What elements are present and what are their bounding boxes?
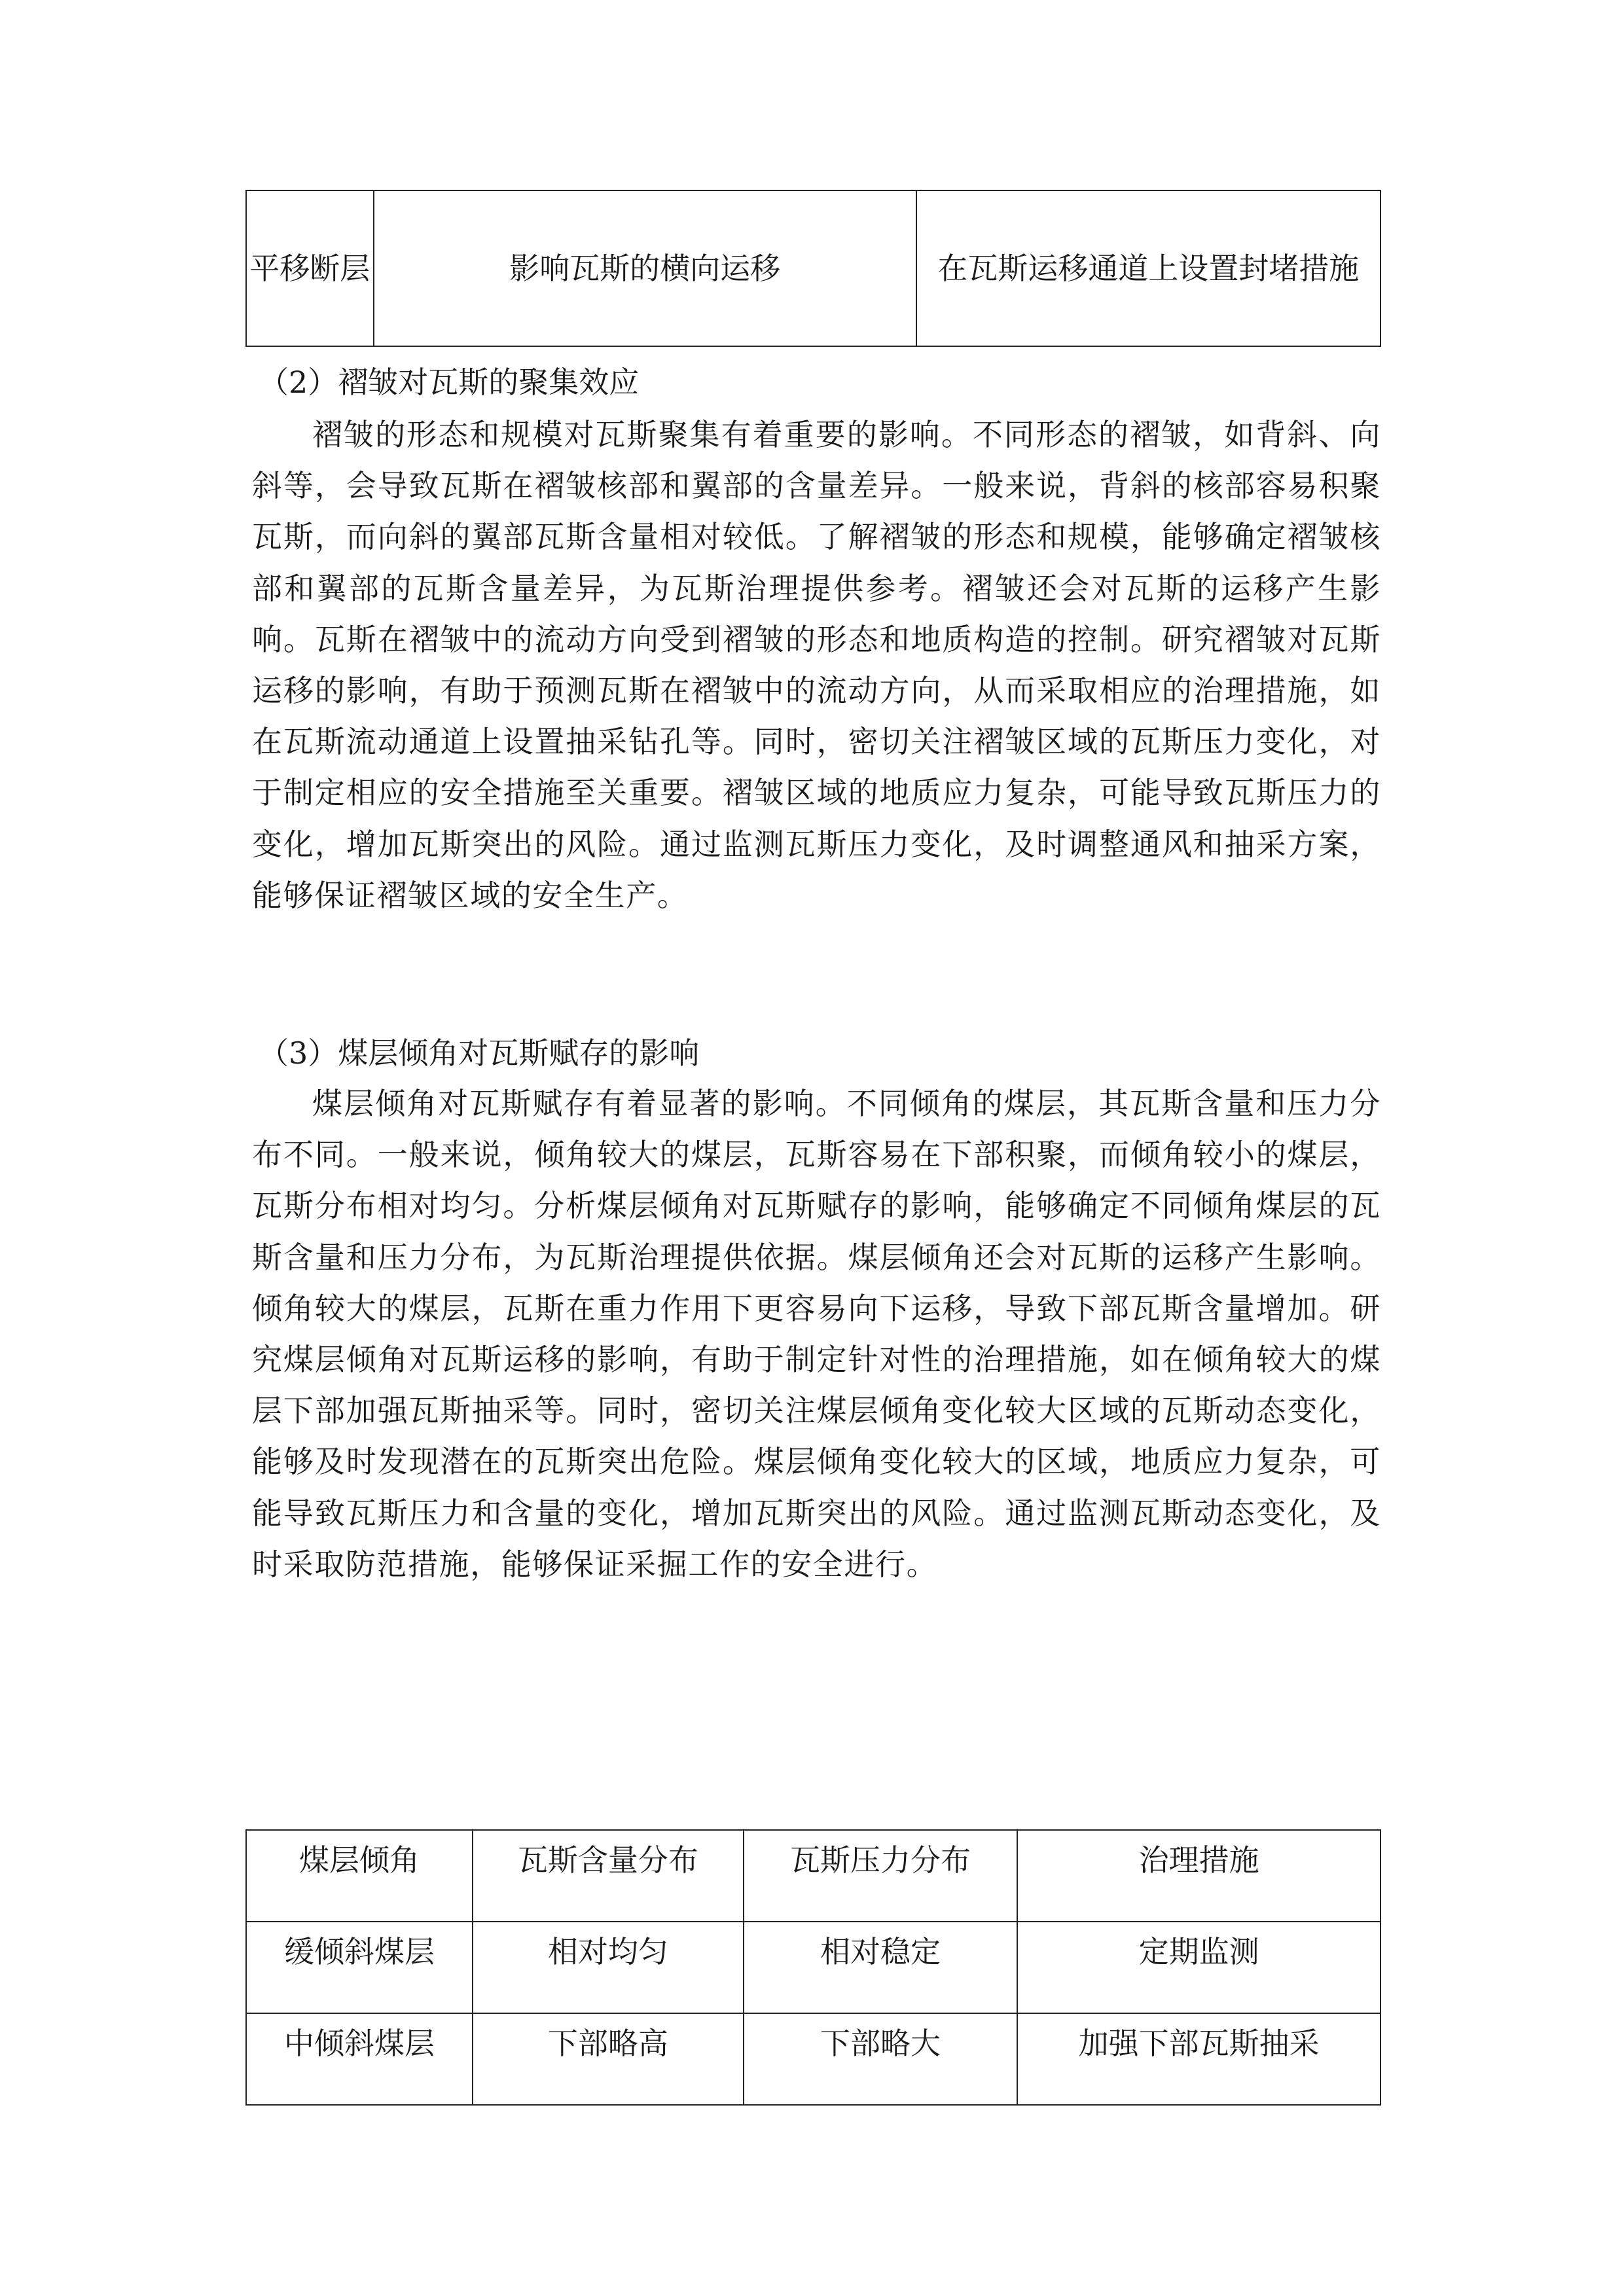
table-row: [246, 190, 1380, 346]
table-row: [246, 2013, 1380, 2105]
table-header-cell: 治理措施: [1017, 1830, 1380, 1922]
table-cell: 相对均匀: [473, 1922, 744, 2013]
table-cell: 缓倾斜煤层: [246, 1922, 473, 2013]
table-header-cell: 瓦斯含量分布: [473, 1830, 744, 1922]
table-cell: 中倾斜煤层: [246, 2013, 473, 2105]
table-header-row: [246, 1830, 1380, 1922]
table-header-cell: 瓦斯压力分布: [744, 1830, 1018, 1922]
table-cell: 加强下部瓦斯抽采: [1017, 2013, 1380, 2105]
section-heading-folds: （2）褶皱对瓦斯的聚集效应: [259, 365, 640, 400]
dip-angle-table: [245, 1829, 1381, 2106]
table-cell: 下部略高: [473, 2013, 744, 2105]
table-cell: 影响瓦斯的横向运移: [374, 190, 916, 346]
section-heading-dip-angle: （3）煤层倾角对瓦斯赋存的影响: [259, 1035, 700, 1071]
fault-table-continued: [245, 190, 1381, 347]
paragraph-folds: 褶皱的形态和规模对瓦斯聚集有着重要的影响。不同形态的褶皱，如背斜、向斜等，会导致瓦斯在褶皱核部和翼部的含量差异。一般来说，背斜的核部容易积聚瓦斯，而向斜的翼部瓦斯含量相对较低。了解褶皱的形态和规模，能够确定褶皱核部和翼部的瓦斯含量差异，为瓦斯治理提供参考。褶皱还会对瓦斯的运移产生影响。瓦斯在褶皱中的流动方向受到褶皱的形态和地质构造的控制。研究褶皱对瓦斯运移的影响，有助于预测瓦斯在褶皱中的流动方向，从而采取相应的治理措施，如在瓦斯流动通道上设置抽采钻孔等。同时，密切关注褶皱区域的瓦斯压力变化，对于制定相应的安全措施至关重要。褶皱区域的地质应力复杂，可能导致瓦斯压力的变化，增加瓦斯突出的风险。通过监测瓦斯压力变化，及时调整通风和抽采方案，能够保证褶皱区域的安全生产。: [252, 417, 1381, 913]
table-cell: 相对稳定: [744, 1922, 1018, 2013]
table-cell: 平移断层: [246, 190, 374, 346]
paragraph-dip-angle: 煤层倾角对瓦斯赋存有着显著的影响。不同倾角的煤层，其瓦斯含量和压力分布不同。一般来说，倾角较大的煤层，瓦斯容易在下部积聚，而倾角较小的煤层，瓦斯分布相对均匀。分析煤层倾角对瓦斯赋存的影响，能够确定不同倾角煤层的瓦斯含量和压力分布，为瓦斯治理提供依据。煤层倾角还会对瓦斯的运移产生影响。倾角较大的煤层，瓦斯在重力作用下更容易向下运移，导致下部瓦斯含量增加。研究煤层倾角对瓦斯运移的影响，有助于制定针对性的治理措施，如在倾角较大的煤层下部加强瓦斯抽采等。同时，密切关注煤层倾角变化较大区域的瓦斯动态变化，能够及时发现潜在的瓦斯突出危险。煤层倾角变化较大的区域，地质应力复杂，可能导致瓦斯压力和含量的变化，增加瓦斯突出的风险。通过监测瓦斯动态变化，及时采取防范措施，能够保证采掘工作的安全进行。: [252, 1086, 1381, 1582]
table-cell: 在瓦斯运移通道上设置封堵措施: [916, 190, 1380, 346]
table-row: [246, 1922, 1380, 2013]
table-cell: 定期监测: [1017, 1922, 1380, 2013]
table-cell: 下部略大: [744, 2013, 1018, 2105]
table-header-cell: 煤层倾角: [246, 1830, 473, 1922]
